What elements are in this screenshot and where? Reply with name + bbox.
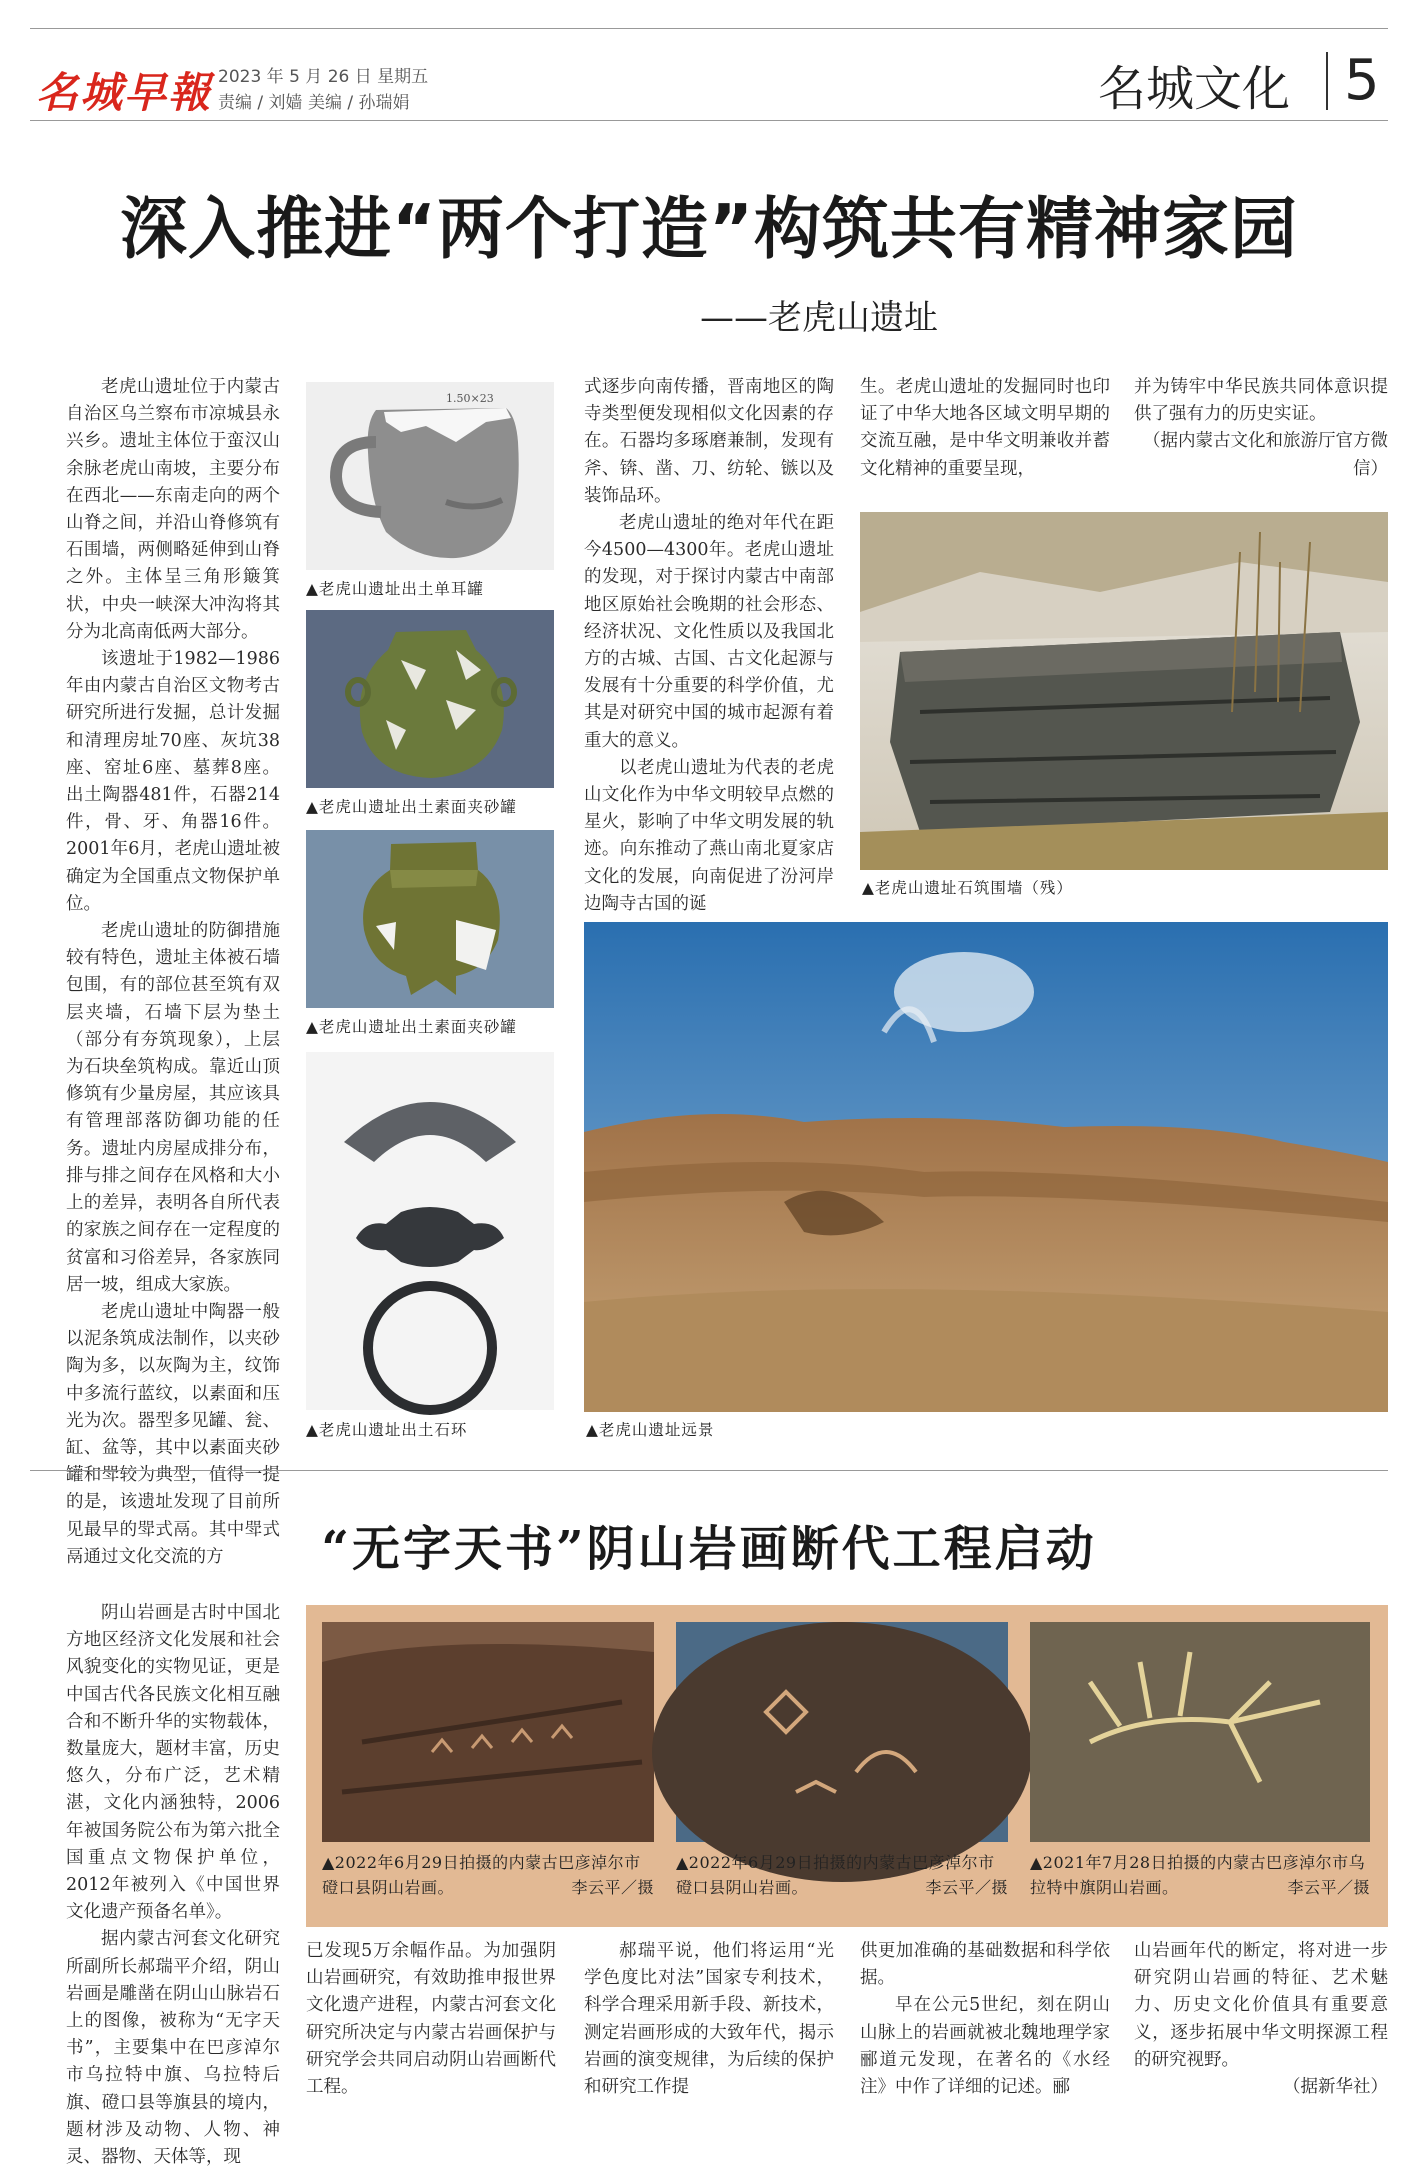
caption-text: ▲2022年6月29日拍摄的内蒙古巴彦淖尔市磴口县阴山岩画。 bbox=[322, 1853, 641, 1897]
newspaper-logo: 名城早報 bbox=[36, 68, 213, 117]
caption-stone-wall: ▲老虎山遗址石筑围墙（残） bbox=[862, 879, 1073, 897]
photo-rock-art-2 bbox=[676, 1622, 1008, 1842]
article1-column-2 bbox=[584, 374, 834, 914]
article1-column-3 bbox=[860, 374, 1110, 484]
paragraph: 早在公元5世纪，刻在阴山山脉上的岩画就被北魏地理学家郦道元发现，在著名的《水经注》中作了详细的记述。郦 bbox=[860, 1995, 1110, 2098]
photo-credit: 李云平／摄 bbox=[925, 1878, 1008, 1897]
paragraph: 式逐步向南传播，晋南地区的陶寺类型便发现相似文化因素的存在。石器均多琢磨兼制，发现有斧、锛、凿、刀、纺轮、镞以及装饰品环。 bbox=[584, 377, 834, 506]
photo-credit: 李云平／摄 bbox=[571, 1878, 654, 1897]
paragraph: 生。老虎山遗址的发掘同时也印证了中华大地各区域文明早期的交流互融，是中华文明兼收并蓄文化精神的重要呈现， bbox=[860, 377, 1110, 479]
section-title: 名城文化 bbox=[1097, 61, 1290, 117]
headline: 深入推进“两个打造”构筑共有精神家园 bbox=[119, 190, 1299, 268]
editors-line: 责编 / 刘嫱 美编 / 孙瑞娟 bbox=[218, 93, 410, 113]
article2-column-5 bbox=[1134, 1938, 1388, 2098]
source-credit: （据内蒙古文化和旅游厅官方微信） bbox=[1143, 431, 1388, 479]
paragraph: 老虎山遗址中陶器一般以泥条筑成法制作，以夹砂陶为多，以灰陶为主，纹饰中多流行蓝纹，以素面和压光为次。器型多见罐、瓮、缸、盆等，其中以素面夹砂罐和斝较为典型，值得一提的是，该遗址发现了目前所见最早的斝式鬲。其中斝式鬲通过文化交流的方 bbox=[66, 1301, 280, 1567]
source-credit: （据新华社） bbox=[1283, 2077, 1388, 2098]
article1-column-4 bbox=[1134, 374, 1388, 484]
article2-column-2 bbox=[306, 1938, 556, 2098]
photo-stone-rings bbox=[306, 1052, 554, 1410]
paragraph: 并为铸牢中华民族共同体意识提供了强有力的历史实证。 bbox=[1134, 377, 1388, 425]
paragraph: 老虎山遗址的绝对年代在距今4500—4300年。老虎山遗址的发现，对于探讨内蒙古中南部地区原始社会晚期的社会形态、经济状况、文化性质以及我国北方的古城、古国、古文化起源与发展有十分重要的科学价值，尤其是对研究中国的城市起源有着重大的意义。 bbox=[584, 513, 834, 751]
photo-site-landscape bbox=[584, 922, 1388, 1412]
subheadline: ——老虎山遗址 bbox=[700, 298, 938, 338]
caption-sandy-pot-1: ▲老虎山遗址出土素面夹砂罐 bbox=[306, 798, 517, 816]
caption-single-handle-jar: ▲老虎山遗址出土单耳罐 bbox=[306, 580, 484, 598]
page-number: 5 bbox=[1344, 48, 1380, 113]
paragraph: 该遗址于1982—1986年由内蒙古自治区文物考古研究所进行发掘，总计发掘和清理房址70座、灰坑38座、窑址6座、墓葬8座。出土陶器481件，石器214件，骨、牙、角器16件。2001年6月，老虎山遗址被确定为全国重点文物保护单位。 bbox=[66, 649, 280, 914]
caption-site-landscape: ▲老虎山遗址远景 bbox=[586, 1421, 715, 1439]
paragraph: 老虎山遗址位于内蒙古自治区乌兰察布市凉城县永兴乡。遗址主体位于蛮汉山余脉老虎山南坡，主要分布在西北——东南走向的两个山脊之间，并沿山脊修筑有石围墙，两侧略延伸到山脊之外。主体呈三角形簸箕状，中央一峡深大冲沟将其分为北高南低两大部分。 bbox=[66, 377, 280, 642]
photo-sandy-pot-1 bbox=[306, 610, 554, 788]
caption-text: ▲2021年7月28日拍摄的内蒙古巴彦淖尔市乌拉特中旗阴山岩画。 bbox=[1030, 1853, 1366, 1897]
caption-sandy-pot-2: ▲老虎山遗址出土素面夹砂罐 bbox=[306, 1018, 517, 1036]
article2-column-3 bbox=[584, 1938, 834, 2098]
date-line: 2023 年 5 月 26 日 星期五 bbox=[218, 67, 429, 87]
photo-single-handle-jar bbox=[306, 382, 554, 570]
article2-column-1 bbox=[66, 1600, 280, 2168]
caption-stone-rings: ▲老虎山遗址出土石环 bbox=[306, 1421, 468, 1439]
photo-stone-wall bbox=[860, 512, 1388, 870]
paragraph: 据内蒙古河套文化研究所副所长郝瑞平介绍，阴山岩画是雕凿在阴山山脉岩石上的图像，被称为“无字天书”，主要集中在巴彦淖尔市乌拉特中旗、乌拉特后旗、磴口县等旗县的境内，题材涉及动物、人物、神灵、器物、天体等，现 bbox=[66, 1929, 280, 2168]
page-number-divider bbox=[1326, 52, 1328, 110]
headline-2: “无字天书”阴山岩画断代工程启动 bbox=[321, 1521, 1097, 1577]
photo-rock-art-3 bbox=[1030, 1622, 1370, 1842]
paragraph: 已发现5万余幅作品。为加强阴山岩画研究，有效助推申报世界文化遗产进程，内蒙古河套文化研究所决定与内蒙古岩画保护与研究学会共同启动阴山岩画断代工程。 bbox=[306, 1941, 556, 2098]
paragraph: 阴山岩画是古时中国北方地区经济文化发展和社会风貌变化的实物见证，更是中国古代各民族文化相互融合和不断升华的实物载体，数量庞大，题材丰富，历史悠久，分布广泛，艺术精湛，文化内涵独特，2006年被国务院公布为第六批全国重点文物保护单位，2012年被列入《中国世界文化遗产预备名单》。 bbox=[66, 1603, 280, 1923]
article1-column-1 bbox=[66, 374, 280, 1567]
jar-label: 1.50×23 bbox=[446, 392, 494, 405]
top-rule bbox=[30, 28, 1388, 29]
photo-credit: 李云平／摄 bbox=[1287, 1878, 1370, 1897]
section-rule bbox=[30, 1470, 1388, 1471]
paragraph: 以老虎山遗址为代表的老虎山文化作为中华文明较早点燃的星火，影响了中华文明发展的轨迹。向东推动了燕山南北夏家店文化的发展，向南促进了汾河岸边陶寺古国的诞 bbox=[584, 757, 834, 914]
paragraph: 山岩画年代的断定，将对进一步研究阴山岩画的特征、艺术魅力、历史文化价值具有重要意义，逐步拓展中华文明探源工程的研究视野。 bbox=[1134, 1941, 1388, 2070]
caption-text: ▲2022年6月29日拍摄的内蒙古巴彦淖尔市磴口县阴山岩画。 bbox=[676, 1853, 995, 1897]
masthead-rule bbox=[30, 120, 1388, 121]
paragraph: 郝瑞平说，他们将运用“光学色度比对法”国家专利技术，科学合理采用新手段、新技术，测定岩画形成的大致年代，揭示岩画的演变规律，为后续的保护和研究工作提 bbox=[584, 1941, 834, 2098]
caption-rock-art-2 bbox=[676, 1850, 1008, 1900]
paragraph: 老虎山遗址的防御措施较有特色，遗址主体被石墙包围，有的部位甚至筑有双层夹墙，石墙下层为垫土（部分有夯筑现象），上层为石块垒筑构成。靠近山顶修筑有少量房屋，其应该具有管理部落防御功能的任务。遗址内房屋成排分布，排与排之间存在风格和大小上的差异，表明各自所代表的家族之间存在一定程度的贫富和习俗差异，各家族同居一坡，组成大家族。 bbox=[66, 921, 280, 1295]
caption-rock-art-1 bbox=[322, 1850, 654, 1900]
paragraph: 供更加准确的基础数据和科学依据。 bbox=[860, 1941, 1110, 1989]
photo-sandy-pot-2 bbox=[306, 830, 554, 1008]
caption-rock-art-3 bbox=[1030, 1850, 1370, 1900]
article2-column-4 bbox=[860, 1938, 1110, 2098]
photo-rock-art-1 bbox=[322, 1622, 654, 1842]
